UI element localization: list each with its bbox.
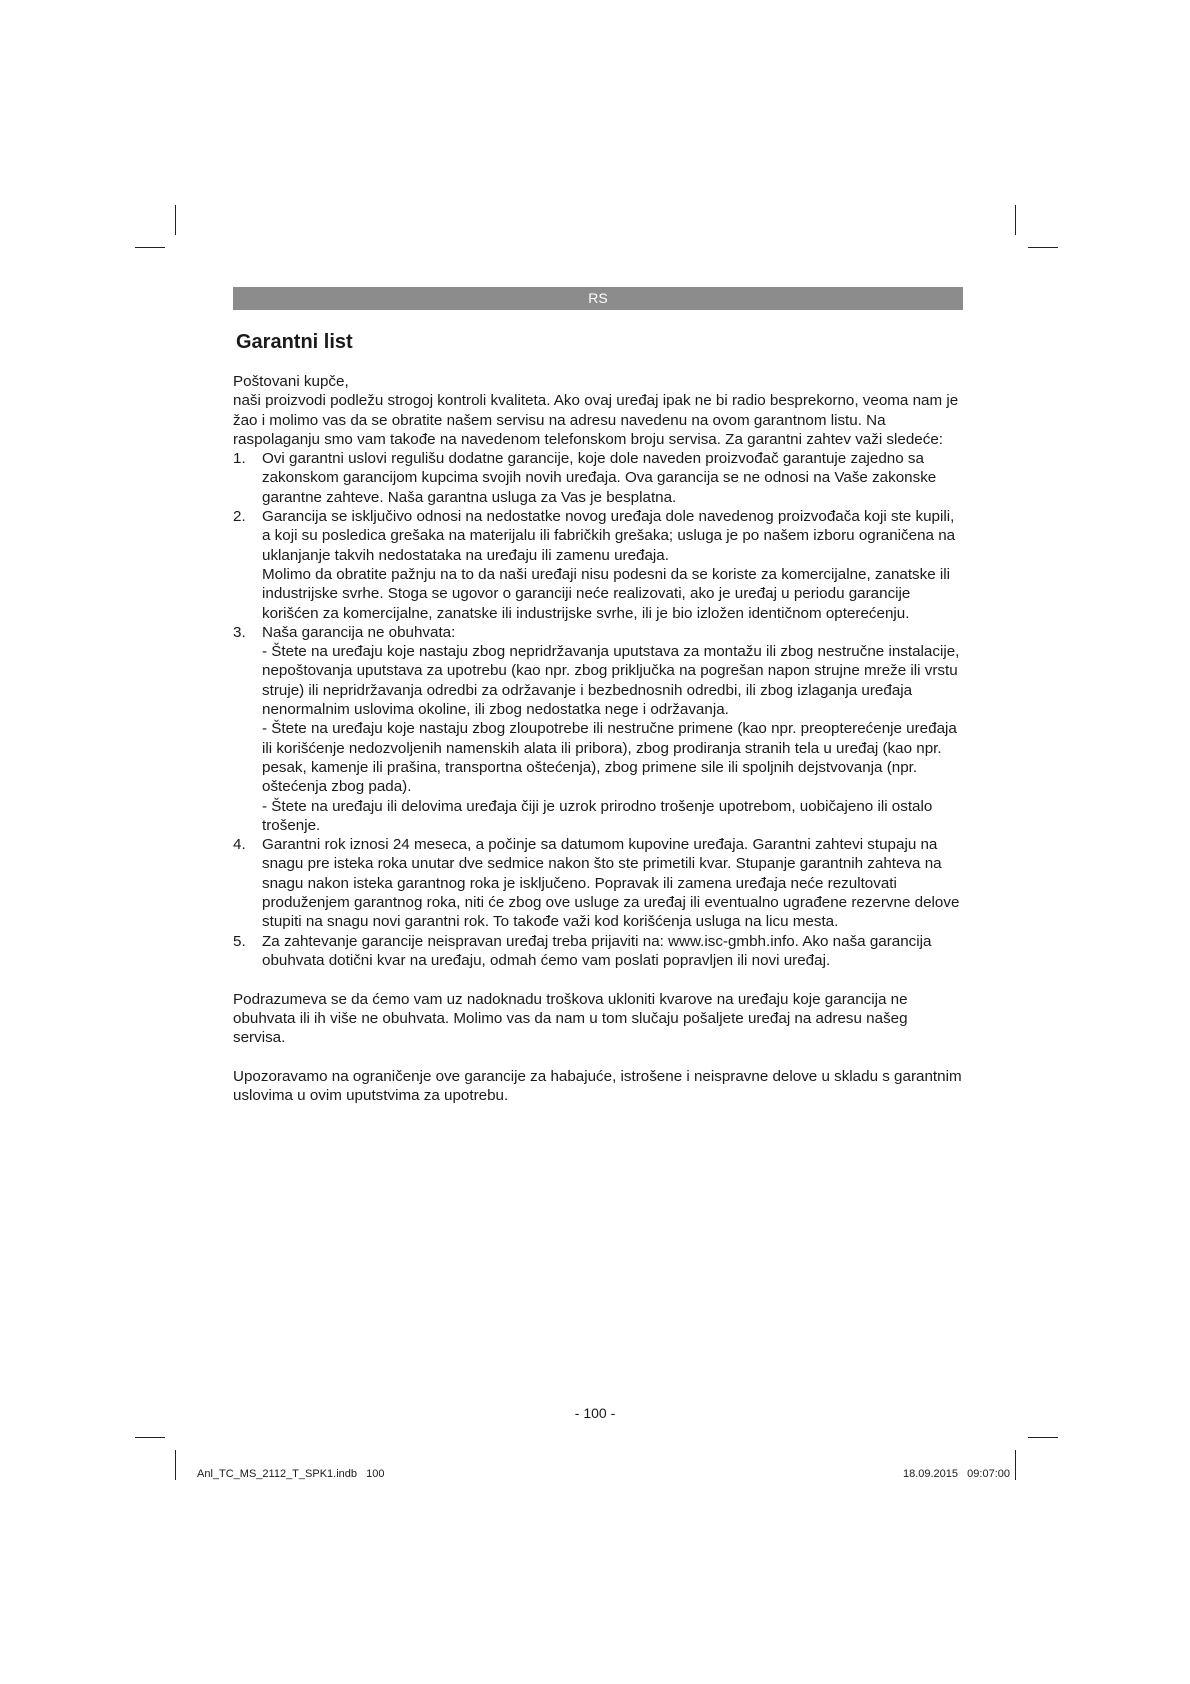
list-item-text: Garantni rok iznosi 24 meseca, a počinje sa datumom kupovine uređaja. Garantni zahtevi stupaju na snagu pre isteka roka unutar dve sedmice nakon što ste primetili kvar. Stupanje garantnih zahteva na snagu nakon isteka garantnog roka je isključeno. Popravak ili zamena uređaja neće rezultovati produženjem garantnog roka, niti će zbog ove usluge za uređaj ili eventualno ugrađene rezervne delove stupiti na snagu novi garantni rok. To takođe važi kod korišćenja usluga na licu mesta.: [262, 836, 960, 931]
crop-mark: [175, 1450, 176, 1480]
list-item: [233, 449, 963, 507]
list-number: 4.: [233, 836, 246, 854]
crop-mark: [1028, 247, 1058, 248]
crop-mark: [1015, 1450, 1016, 1480]
crop-mark: [135, 247, 165, 248]
footer-file-name: Anl_TC_MS_2112_T_SPK1.indb 100: [197, 1468, 385, 1480]
salutation: Poštovani kupče,: [233, 373, 349, 390]
list-item: [233, 507, 963, 623]
list-item: [233, 835, 963, 931]
list-number: 5.: [233, 932, 246, 950]
list-item: [233, 623, 963, 835]
language-bar: [233, 287, 963, 310]
crop-mark: [135, 1437, 165, 1438]
crop-mark: [1015, 205, 1016, 235]
page-number: - 100 -: [574, 1405, 616, 1421]
list-item-text: - Štete na uređaju ili delovima uređaja čiji je uzrok prirodno trošenje upotrebom, uobičajeno ili ostalo trošenje.: [262, 797, 933, 834]
list-number: 2.: [233, 508, 246, 526]
warranty-text: [233, 372, 963, 1105]
list-item-text: Ovi garantni uslovi regulišu dodatne garancije, koje dole naveden proizvođač garantuje zajedno sa zakonskom garancijom kupcima svojih novih uređaja. Ova garancija se ne odnosi na Vaše zakonske garantne zahteve. Naša garantna usluga za Vas je besplatna.: [262, 450, 937, 506]
repair-paragraph: Podrazumeva se da ćemo vam uz nadoknadu troškova ukloniti kvarove na uređaju koje garancija ne obuhvata ili ih više ne obuhvata. Molimo vas da nam u tom slučaju pošaljete uređaj na adresu našeg servisa.: [233, 990, 908, 1047]
list-item-text: Naša garancija ne obuhvata:: [262, 623, 456, 641]
page-title: Garantni list: [236, 331, 353, 353]
list-item-text: Molimo da obratite pažnju na to da naši uređaji nisu podesni da se koriste za komercijalne, zanatske ili industrijske svrhe. Stoga se ugovor o garanciji neće realizovati, ako je uređaj u periodu garancije korišćen za komercijalne, zanatske ili industrijske svrhe, ili je bio izložen identičnom opterećenju.: [262, 565, 951, 622]
footer-timestamp: 18.09.2015 09:07:00: [902, 1468, 1010, 1480]
intro-paragraph: naši proizvodi podležu strogoj kontroli kvaliteta. Ako ovaj uređaj ipak ne bi radio besprekorno, veoma nam je žao i molimo vas da se obratite našem servisu na adresu navedenu na ovom garantnom listu. Na raspolaganju smo vam takođe na navedenom telefonskom broju servisa. Za garantni zahtev važi sledeće:: [233, 392, 959, 448]
list-item-text: - Štete na uređaju koje nastaju zbog nepridržavanja uputstava za montažu ili zbog nestručne instalacije, nepoštovanja uputstava za upotrebu (kao npr. zbog priključka na pogrešan napon strujne mreže ili vrstu struje) ili nepridržavanja odredbi za održavanje i bezbednosnih odredbi, ili zbog izlaganja uređaja nenormalnim uslovima okoline, ili zbog nedostatka nege i održavanja.: [262, 643, 960, 719]
warranty-conditions-list: [233, 449, 963, 970]
list-item: [233, 932, 963, 971]
crop-mark: [175, 205, 176, 235]
list-number: 3.: [233, 623, 246, 641]
list-item-text: Garancija se isključivo odnosi na nedostatke novog uređaja dole navedenog proizvođača koji ste kupili, a koji su posledica grešaka na materijalu ili fabričkih grešaka; usluga je po našem izboru ograničena na uklanjanje takvih nedostataka na uređaju ili zamenu uređaja.: [262, 508, 956, 564]
wear-parts-paragraph: Upozoravamo na ograničenje ove garancije za habajuće, istrošene i neispravne delove u skladu s garantnim uslovima u ovim uputstvima za upotrebu.: [233, 1067, 962, 1104]
language-code: RS: [588, 290, 608, 306]
crop-mark: [1028, 1437, 1058, 1438]
list-item-text: Za zahtevanje garancije neispravan uređaj treba prijaviti na: www.isc-gmbh.info. Ako naša garancija obuhvata dotični kvar na uređaju, odmah ćemo vam poslati popravljen ili novi uređaj.: [262, 932, 932, 969]
list-number: 1.: [233, 450, 246, 468]
list-item-text: - Štete na uređaju koje nastaju zbog zloupotrebe ili nestručne primene (kao npr. preopterećenje uređaja ili korišćenje nedozvoljenih namenskih alata ili pribora), zbog prodiranja stranih tela u uređaj (kao npr. pesak, kamenje ili prašina, transportna oštećenja), zbog primene sile ili spoljnih dejstvovanja (npr. oštećenja zbog pada).: [262, 720, 957, 796]
